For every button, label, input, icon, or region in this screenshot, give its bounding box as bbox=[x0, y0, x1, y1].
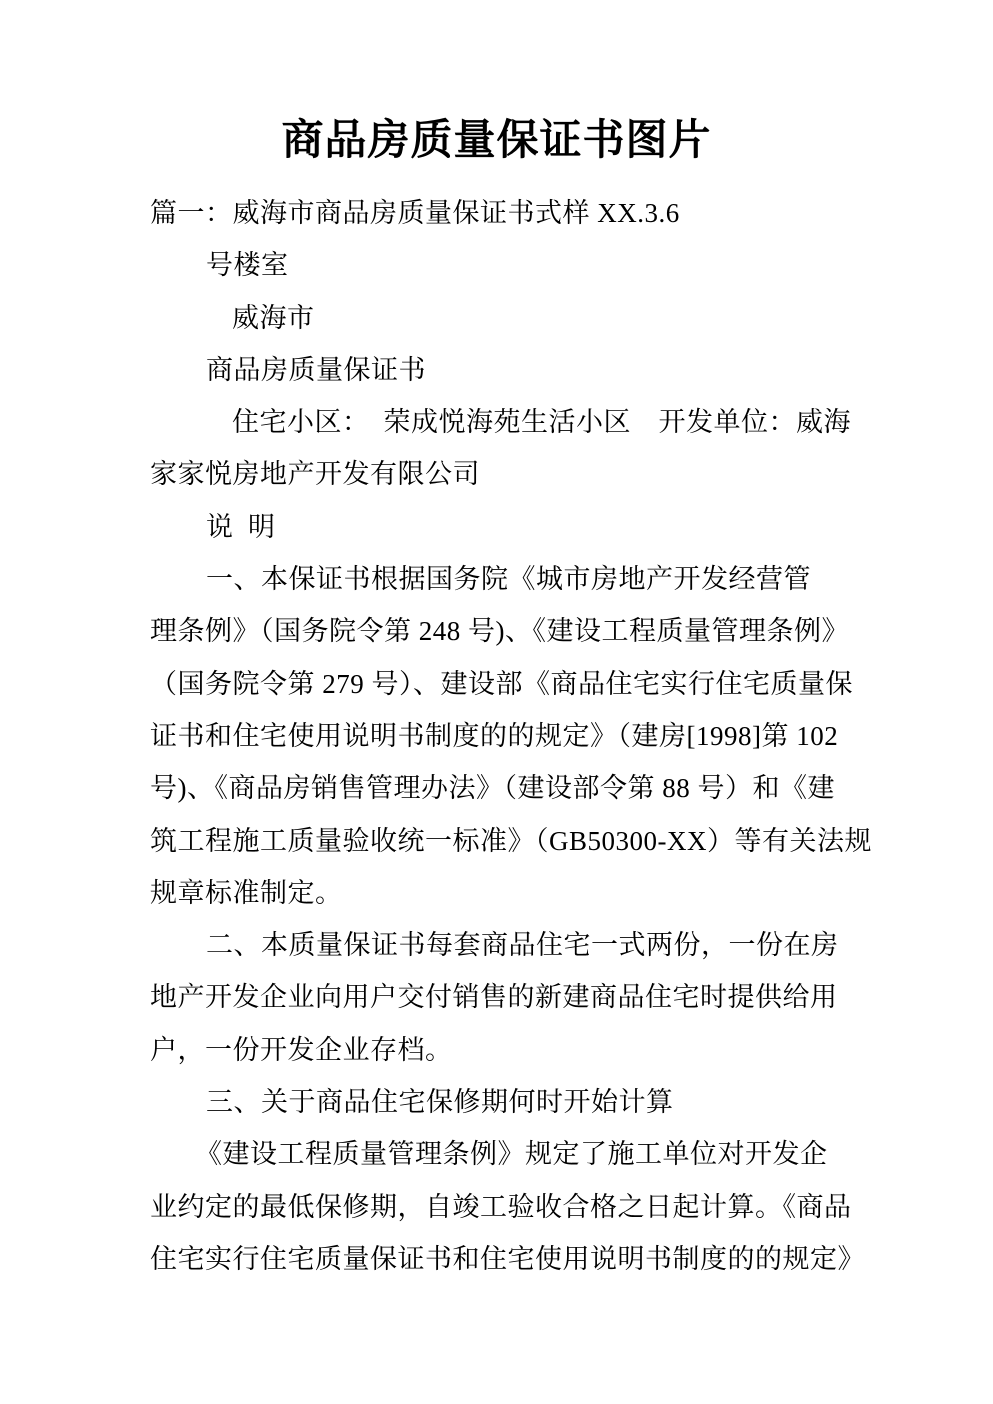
body-line: 三、关于商品住宅保修期何时开始计算 bbox=[206, 1087, 674, 1118]
body-line-developer-continued: 家家悦房地产开发有限公司 bbox=[150, 459, 480, 490]
body-line-building-room: 号楼室 bbox=[206, 250, 289, 281]
body-line-city: 威海市 bbox=[232, 302, 315, 333]
body-line: 《建设工程质量管理条例》规定了施工单位对开发企 bbox=[195, 1139, 828, 1170]
body-line: 业约定的最低保修期，自竣工验收合格之日起计算。《商品 bbox=[150, 1191, 852, 1222]
body-line: 证书和住宅使用说明书制度的的规定》（建房[1998]第 102 bbox=[150, 720, 839, 751]
body-line: 一、本保证书根据国务院《城市房地产开发经营管 bbox=[206, 564, 811, 595]
body-line-part-heading: 篇一：威海市商品房质量保证书式样 XX.3.6 bbox=[150, 198, 680, 228]
body-line: 户，一份开发企业存档。 bbox=[150, 1034, 453, 1065]
body-line: （国务院令第 279 号）、建设部《商品住宅实行住宅质量保 bbox=[150, 668, 853, 699]
page-title: 商品房质量保证书图片 bbox=[281, 118, 712, 164]
body-line: 住宅实行住宅质量保证书和住宅使用说明书制度的的规定》 bbox=[150, 1243, 865, 1274]
body-line: 二、本质量保证书每套商品住宅一式两份，一份在房 bbox=[206, 930, 839, 961]
body-line: 号)、《商品房销售管理办法》（建设部令第 88 号）和《建 bbox=[150, 773, 835, 804]
body-line: 规章标准制定。 bbox=[150, 877, 343, 908]
body-line: 地产开发企业向用户交付销售的新建商品住宅时提供给用 bbox=[150, 982, 838, 1013]
body-line: 筑工程施工质量验收统一标准》（GB50300-XX）等有关法规 bbox=[150, 825, 872, 856]
document-body bbox=[150, 187, 872, 1285]
body-line-instructions-heading: 说 明 bbox=[206, 511, 276, 542]
body-line-certificate-heading: 商品房质量保证书 bbox=[206, 354, 426, 385]
body-line: 理条例》（国务院令第 248 号)、《建设工程质量管理条例》 bbox=[150, 616, 849, 647]
body-line-community-developer: 住宅小区： 荣成悦海苑生活小区 开发单位：威海 bbox=[232, 407, 851, 438]
